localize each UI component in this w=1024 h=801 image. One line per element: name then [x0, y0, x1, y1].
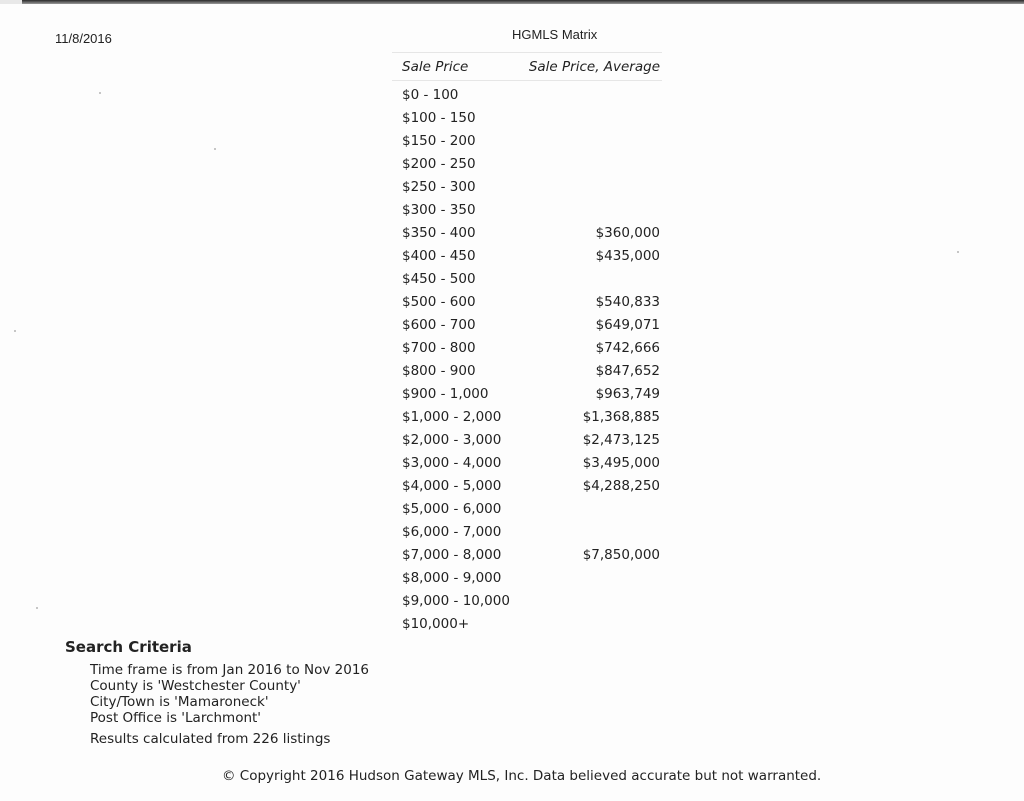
table-row	[392, 198, 662, 221]
price-range-cell: $900 - 1,000	[402, 385, 489, 402]
price-range-cell: $100 - 150	[402, 109, 476, 126]
price-range-cell: $250 - 300	[402, 178, 476, 195]
table-row	[392, 313, 662, 336]
table-row	[392, 267, 662, 290]
criteria-line: County is 'Westchester County'	[90, 678, 301, 694]
table-row	[392, 152, 662, 175]
average-price-cell: $1,368,885	[582, 408, 660, 425]
price-range-cell: $200 - 250	[402, 155, 476, 172]
price-range-cell: $1,000 - 2,000	[402, 408, 502, 425]
column-header-sale-price: Sale Price	[402, 58, 469, 75]
price-range-cell: $450 - 500	[402, 270, 476, 287]
scan-speck	[36, 607, 38, 609]
table-row	[392, 497, 662, 520]
table-row	[392, 566, 662, 589]
price-range-cell: $700 - 800	[402, 339, 476, 356]
copyright-footer: © Copyright 2016 Hudson Gateway MLS, Inc. Data believed accurate but not warranted.	[222, 768, 822, 784]
table-row	[392, 428, 662, 451]
table-row	[392, 336, 662, 359]
price-range-cell: $150 - 200	[402, 132, 476, 149]
price-range-cell: $500 - 600	[402, 293, 476, 310]
table-row	[392, 520, 662, 543]
price-range-cell: $10,000+	[402, 615, 470, 632]
criteria-line: City/Town is 'Mamaroneck'	[90, 694, 269, 710]
price-range-cell: $2,000 - 3,000	[402, 431, 502, 448]
table-row	[392, 83, 662, 106]
table-row	[392, 290, 662, 313]
price-table	[392, 52, 662, 635]
price-range-cell: $3,000 - 4,000	[402, 454, 502, 471]
column-header-average: Sale Price, Average	[528, 58, 660, 75]
table-row	[392, 221, 662, 244]
scan-speck	[957, 251, 959, 253]
price-range-cell: $9,000 - 10,000	[402, 592, 510, 609]
table-row	[392, 359, 662, 382]
table-row	[392, 175, 662, 198]
price-range-cell: $600 - 700	[402, 316, 476, 333]
average-price-cell: $360,000	[595, 224, 660, 241]
scan-speck	[214, 148, 216, 150]
criteria-list	[90, 662, 369, 726]
average-price-cell: $742,666	[595, 339, 660, 356]
price-range-cell: $350 - 400	[402, 224, 476, 241]
price-range-cell: $0 - 100	[402, 86, 459, 103]
table-row	[392, 244, 662, 267]
table-row	[392, 106, 662, 129]
criteria-line: Time frame is from Jan 2016 to Nov 2016	[90, 662, 370, 678]
average-price-cell: $649,071	[595, 316, 660, 333]
results-count: Results calculated from 226 listings	[90, 731, 331, 747]
criteria-line: Post Office is 'Larchmont'	[90, 710, 262, 726]
average-price-cell: $4,288,250	[582, 477, 660, 494]
table-row	[392, 451, 662, 474]
table-row	[392, 129, 662, 152]
table-body	[392, 83, 662, 635]
average-price-cell: $963,749	[595, 385, 660, 402]
scan-corner-notch	[0, 0, 22, 4]
page-title: HGMLS Matrix	[512, 27, 598, 42]
price-range-cell: $400 - 450	[402, 247, 476, 264]
table-row	[392, 612, 662, 635]
price-range-cell: $300 - 350	[402, 201, 476, 218]
price-range-cell: $8,000 - 9,000	[402, 569, 502, 586]
print-date: 11/8/2016	[55, 31, 112, 46]
table-header	[392, 52, 662, 81]
average-price-cell: $540,833	[595, 293, 660, 310]
price-range-cell: $6,000 - 7,000	[402, 523, 502, 540]
average-price-cell: $2,473,125	[582, 431, 660, 448]
price-range-cell: $5,000 - 6,000	[402, 500, 502, 517]
average-price-cell: $435,000	[595, 247, 660, 264]
price-range-cell: $800 - 900	[402, 362, 476, 379]
price-range-cell: $4,000 - 5,000	[402, 477, 502, 494]
table-row	[392, 543, 662, 566]
table-row	[392, 589, 662, 612]
table-row	[392, 382, 662, 405]
scan-speck	[14, 330, 16, 332]
price-range-cell: $7,000 - 8,000	[402, 546, 502, 563]
average-price-cell: $7,850,000	[582, 546, 660, 563]
scan-top-border	[0, 0, 1024, 4]
average-price-cell: $3,495,000	[582, 454, 660, 471]
criteria-title: Search Criteria	[65, 638, 192, 656]
table-row	[392, 405, 662, 428]
scan-speck	[99, 92, 101, 94]
table-row	[392, 474, 662, 497]
average-price-cell: $847,652	[595, 362, 660, 379]
